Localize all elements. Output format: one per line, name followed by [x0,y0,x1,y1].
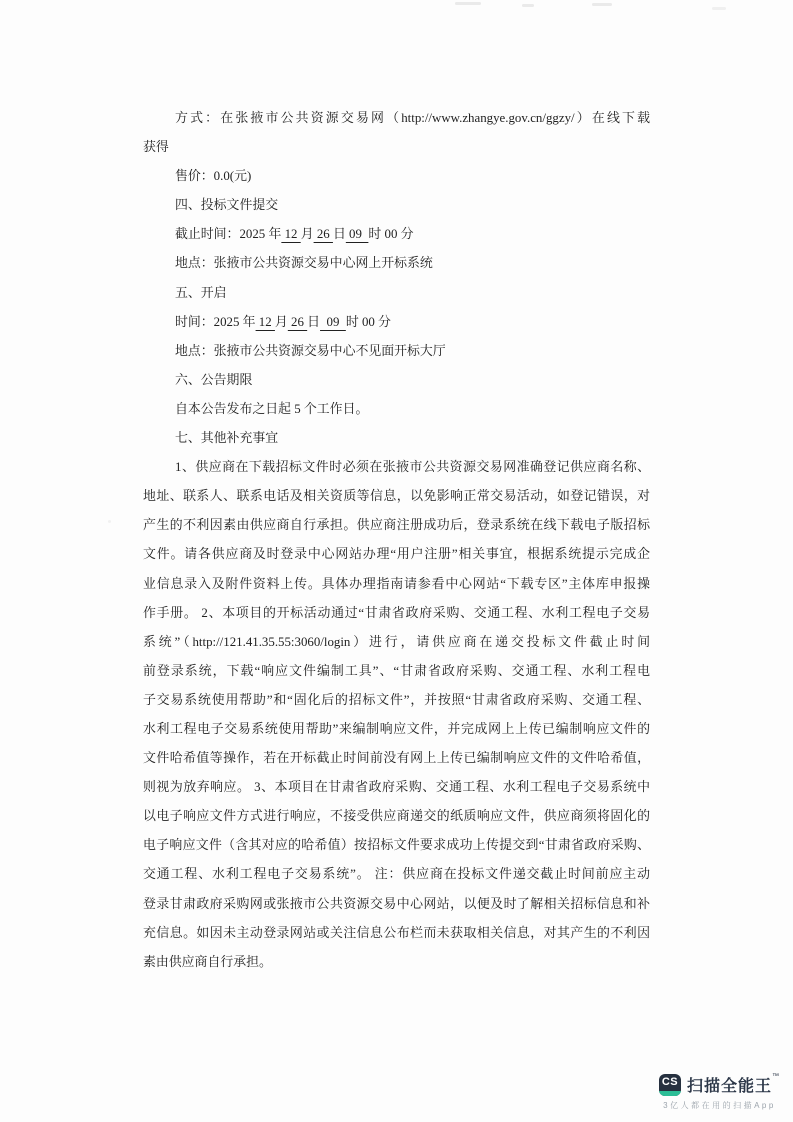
underlined-field: 26 [287,314,308,329]
document-line: 自本公告发布之日起 5 个工作日。 [175,401,369,416]
camscanner-watermark [659,1073,780,1111]
document-line: 则视为放弃响应。 3、本项目在甘肃省政府采购、交通工程、水利工程电子交易系统中 [143,780,650,795]
scan-artifact [592,3,612,6]
document-line: 作手册。 2、本项目的开标活动通过“甘肃省政府采购、交通工程、水利工程电子交易 [143,605,650,620]
document-line: 方式：在张掖市公共资源交易网（http://www.zhangye.gov.cn/ggzy/）在线下载 [175,111,650,125]
document-body [143,104,650,977]
app-name-text: 扫描全能王 [686,1078,772,1095]
scan-artifact [522,4,534,7]
scan-artifact [108,520,111,523]
line-text: 时间：2025 年 [175,314,256,329]
document-line [143,220,650,249]
document-line: 电子响应文件（含其对应的哈希值）按招标文件要求成功上传提交到“甘肃省政府采购、 [143,838,650,853]
document-line: 七、其他补充事宜 [175,431,279,446]
document-line [143,308,650,337]
document-line: 五、开启 [175,285,227,300]
document-line: 地点：张掖市公共资源交易中心网上开标系统 [175,256,433,271]
document-line: 水利工程电子交易系统使用帮助”来编制响应文件，并完成网上上传已编制响应文件的 [143,721,650,736]
document-line: 四、投标文件提交 [175,198,279,213]
line-text: 月 [274,314,288,329]
line-text: 日 [307,314,321,329]
document-line: 售价：0.0(元) [175,169,252,184]
line-text: 时 00 分 [345,314,391,329]
document-line: 1、供应商在下载招标文件时必须在张掖市公共资源交易网准确登记供应商名称、 [175,460,650,475]
document-line: 地址、联系人、联系电话及相关资质等信息，以免影响正常交易活动，如登记错误，对 [143,489,650,504]
camscanner-logo-row [659,1073,780,1096]
underlined-field: 12 [255,314,275,329]
camscanner-tagline: 3亿人都在用的扫描App [663,1101,776,1110]
document-line: 登录甘肃政府采购网或张掖市公共资源交易中心网站，以便及时了解相关招标信息和补 [143,896,650,911]
document-line: 素由供应商自行承担。 [143,954,272,969]
document-line: 子交易系统使用帮助”和“固化后的招标文件”，并按照“甘肃省政府采购、交通工程、 [143,692,650,707]
document-line: 获得 [143,140,169,155]
document-line: 产生的不利因素由供应商自行承担。供应商注册成功后，登录系统在线下载电子版招标 [143,518,650,533]
document-line: 系统”（http://121.41.35.55:3060/login）进行，请供应商在递交投标文件截止时间 [143,634,650,649]
line-text: 时 00 分 [368,227,414,242]
line-text: 截止时间：2025 年 [175,227,282,242]
line-text: 月 [300,227,314,242]
badge-accent-stripe [659,1091,681,1096]
underlined-field: 12 [281,227,301,242]
document-line: 前登录系统，下载“响应文件编制工具”、“甘肃省政府采购、交通工程、水利工程电 [143,663,650,678]
document-line: 充信息。如因未主动登录网站或关注信息公布栏而未获取相关信息，对其产生的不利因 [143,925,650,940]
document-line: 六、公告期限 [175,372,253,387]
camscanner-app-name [687,1073,780,1096]
document-line: 地点：张掖市公共资源交易中心不见面开标大厅 [175,343,446,358]
document-line: 交通工程、水利工程电子交易系统”。 注：供应商在投标文件递交截止时间前应主动 [143,867,650,882]
camscanner-logo-icon [659,1074,681,1096]
document-line: 以电子响应文件方式进行响应，不接受供应商递交的纸质响应文件，供应商须将固化的 [143,809,650,824]
scan-artifact [455,2,481,5]
line-text: 日 [332,227,346,242]
document-line: 文件哈希值等操作，若在开标截止时间前没有网上上传已编制响应文件的文件哈希值， [143,751,650,766]
underlined-field: 09 [345,227,369,242]
scan-artifact [712,7,726,10]
document-line: 业信息录入及附件资料上传。具体办理指南请参看中心网站“下载专区”主体库申报操 [143,576,650,591]
underlined-field: 26 [313,227,333,242]
underlined-field: 09 [320,314,346,329]
cs-badge-text: CS [661,1075,679,1088]
trademark-symbol: ™ [772,1073,780,1080]
document-line: 文件。请各供应商及时登录中心网站办理“用户注册”相关事宜，根据系统提示完成企 [143,547,650,562]
